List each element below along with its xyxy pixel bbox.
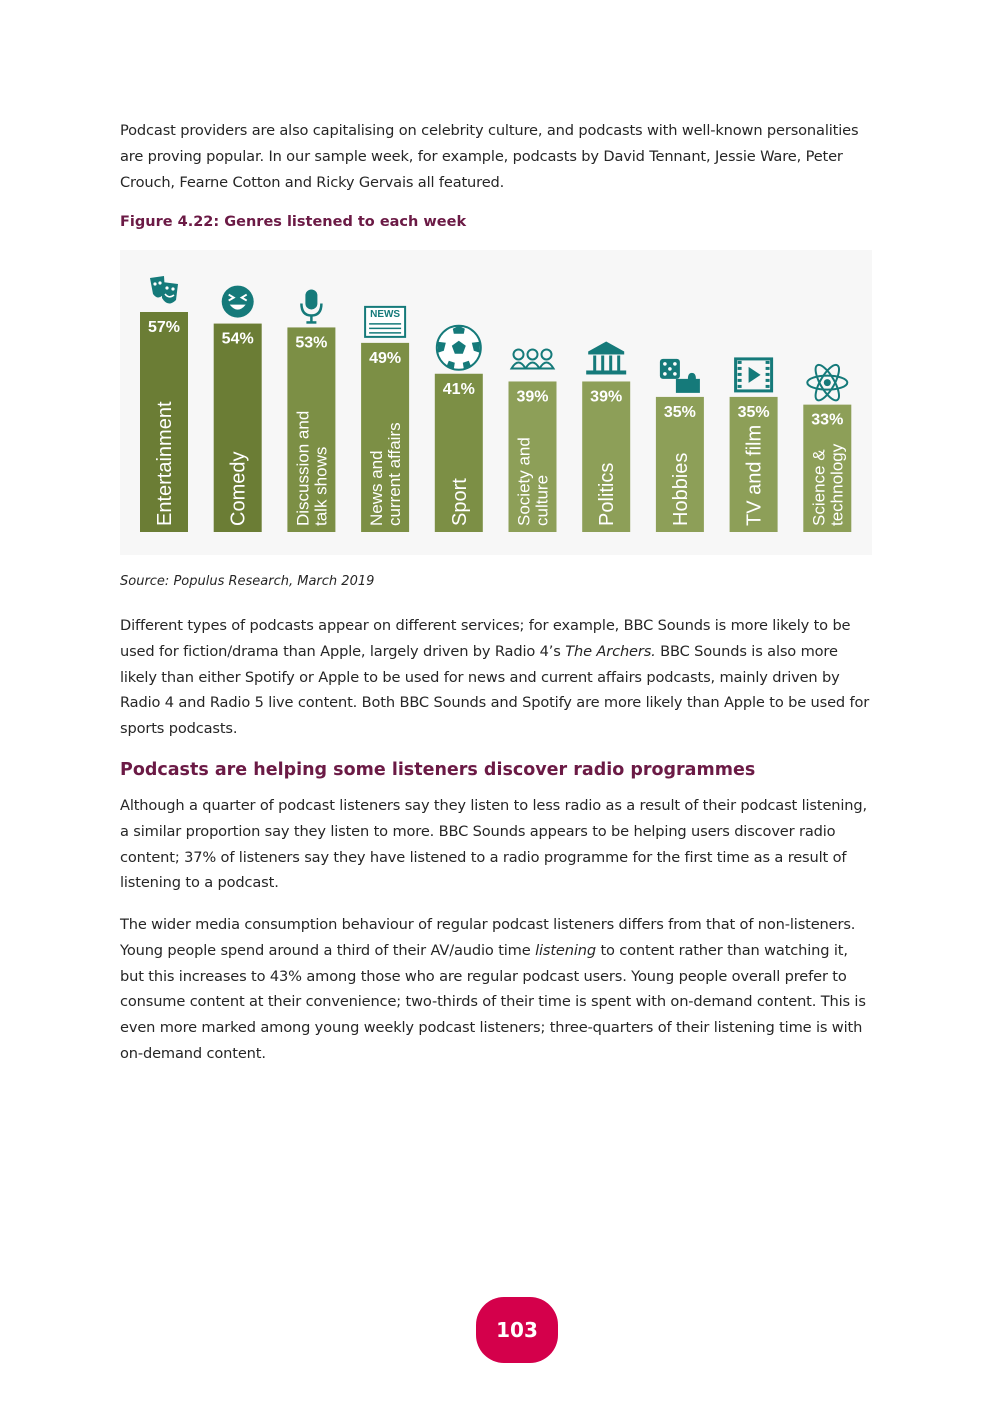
base — [586, 370, 626, 374]
section-heading: Podcasts are helping some listeners discover radio programmes — [120, 760, 756, 780]
person-body — [526, 362, 540, 368]
die-pip — [663, 372, 667, 376]
bar-group — [656, 359, 704, 532]
roof — [588, 341, 624, 351]
mask-eye — [165, 286, 168, 289]
person-body — [540, 362, 554, 368]
laughing-face-icon — [222, 286, 254, 318]
sprocket — [766, 373, 770, 376]
category-label — [670, 453, 692, 526]
category-label-line: Science & — [809, 449, 829, 526]
play-triangle — [749, 367, 761, 383]
category-label — [744, 425, 766, 526]
category-label-line: Society and — [514, 437, 534, 526]
person-head — [514, 349, 524, 359]
category-label-line: current affairs — [385, 422, 405, 526]
bar-group — [140, 276, 188, 532]
services-text-a: Different types of podcasts appear on different services; for example, BBC Sounds is more likely to be used for fiction/drama than Apple, largely driven by Radio 4’s — [120, 617, 851, 660]
bar-group — [435, 326, 483, 532]
column — [601, 355, 604, 370]
bar-group — [361, 307, 409, 532]
sprocket — [738, 361, 742, 364]
figure-source: Source: Populus Research, March 2019 — [120, 574, 375, 589]
consumption-text-a: The wider media consumption behaviour of regular podcast listeners differs from that of non-listeners. Young people spend around a third of their AV/audio time — [120, 916, 856, 959]
the-archers-title: The Archers. — [565, 642, 656, 660]
theatre-masks-icon — [150, 276, 178, 304]
services-paragraph — [120, 613, 872, 742]
atom-icon — [807, 362, 847, 404]
mask-right — [162, 282, 178, 304]
consumption-paragraph — [120, 912, 872, 1067]
bar-value-label: 54% — [221, 330, 254, 348]
bar-value-label: 35% — [663, 403, 696, 421]
dice-puzzle-icon — [660, 359, 700, 393]
category-label — [449, 478, 471, 526]
bar-value-label: 57% — [147, 319, 181, 336]
category-label-line: Sport — [448, 478, 471, 526]
category-label-line: Discussion and — [293, 410, 313, 526]
mask-eye — [153, 282, 156, 285]
bar-value-label: 33% — [811, 411, 844, 429]
people-group-icon — [512, 349, 554, 368]
person-body — [512, 362, 526, 368]
sprocket — [766, 385, 770, 388]
face — [222, 286, 254, 318]
category-label-line: News and — [367, 450, 387, 526]
mask-eye — [171, 287, 174, 290]
person-head — [542, 349, 552, 359]
category-label — [809, 443, 846, 526]
page-number-badge: 103 — [476, 1297, 558, 1363]
nucleus — [824, 379, 831, 386]
sprocket — [738, 367, 742, 370]
film-strip-icon — [736, 359, 772, 391]
microphone-icon — [301, 289, 321, 322]
figure-title: Figure 4.22: Genres listened to each week — [120, 214, 467, 230]
bar-value-label: 35% — [737, 403, 770, 421]
bar-value-label: 41% — [442, 380, 475, 398]
news-label: NEWS — [370, 308, 401, 320]
die-pip — [673, 362, 677, 366]
category-label-line: Comedy — [227, 451, 250, 526]
sprocket — [738, 379, 742, 382]
die-pip — [663, 362, 667, 366]
bar-group — [582, 341, 630, 532]
category-label-line: TV and film — [743, 424, 766, 526]
newspaper-icon — [365, 307, 405, 337]
category-label-line: Hobbies — [669, 452, 692, 526]
bar-group — [730, 359, 778, 532]
consumption-text-b: to content rather than watching it, but this increases to 43% among those who are regular podcast users. Young people overall prefer to consume content at their convenience; two-thirds of their time is spent with on-demand content. This is even more marked among young weekly podcast listeners; three-quarters of their listening time is with on-demand content. — [120, 941, 866, 1062]
category-label — [596, 463, 618, 526]
column — [609, 355, 612, 370]
mic-head — [305, 289, 317, 309]
category-label — [154, 401, 176, 526]
bar-value-label: 53% — [295, 334, 328, 352]
chart-svg — [120, 250, 872, 555]
category-label-line: Politics — [596, 462, 619, 526]
column — [593, 355, 596, 370]
sprocket — [766, 361, 770, 364]
category-label-line: culture — [532, 474, 552, 526]
bar-group — [214, 286, 262, 532]
bar-group — [509, 349, 557, 532]
sprocket — [766, 379, 770, 382]
intro-paragraph: Podcast providers are also capitalising on celebrity culture, and podcasts with well-known personalities are proving popular. In our sample week, for example, podcasts by David Tennant, Jessie Ware, Peter Crouch, Fearne Cotton and Ricky Gervais all featured. — [120, 122, 859, 191]
person-head — [528, 349, 538, 359]
column — [617, 355, 620, 370]
government-building-icon — [586, 341, 626, 374]
football-icon — [437, 326, 481, 370]
bar-value-label: 49% — [369, 349, 402, 367]
sprocket — [738, 385, 742, 388]
mask-eye — [158, 281, 161, 284]
discovery-paragraph: Although a quarter of podcast listeners say they listen to less radio as a result of their podcast listening, a similar proportion say they listen to more. BBC Sounds appears to be helping users discover radio content; 37% of listeners say they have listened to a radio programme for the first time as a result of listening to a podcast. — [120, 797, 867, 892]
die-pip — [668, 367, 672, 371]
category-label — [228, 452, 250, 526]
bar-value-label: 39% — [516, 388, 549, 406]
die-pip — [673, 372, 677, 376]
bar-group — [803, 362, 851, 532]
sprocket — [766, 367, 770, 370]
bar-group — [287, 289, 335, 532]
listening-emphasis: listening — [535, 941, 596, 959]
services-text-b: BBC Sounds is also more likely than either Spotify or Apple to be used for news and current affairs podcasts, mainly driven by Radio 4 and Radio 5 live content. Both BBC Sounds and Spotify are more likely than Apple to be used for sports podcasts. — [120, 642, 870, 738]
beam — [588, 351, 624, 354]
sprocket — [738, 373, 742, 376]
category-label-line: Entertainment — [154, 401, 176, 526]
bar-value-label: 39% — [590, 388, 623, 406]
genres-bar-chart — [120, 250, 872, 555]
category-label-line: talk shows — [311, 446, 331, 526]
category-label-line: technology — [827, 443, 847, 526]
